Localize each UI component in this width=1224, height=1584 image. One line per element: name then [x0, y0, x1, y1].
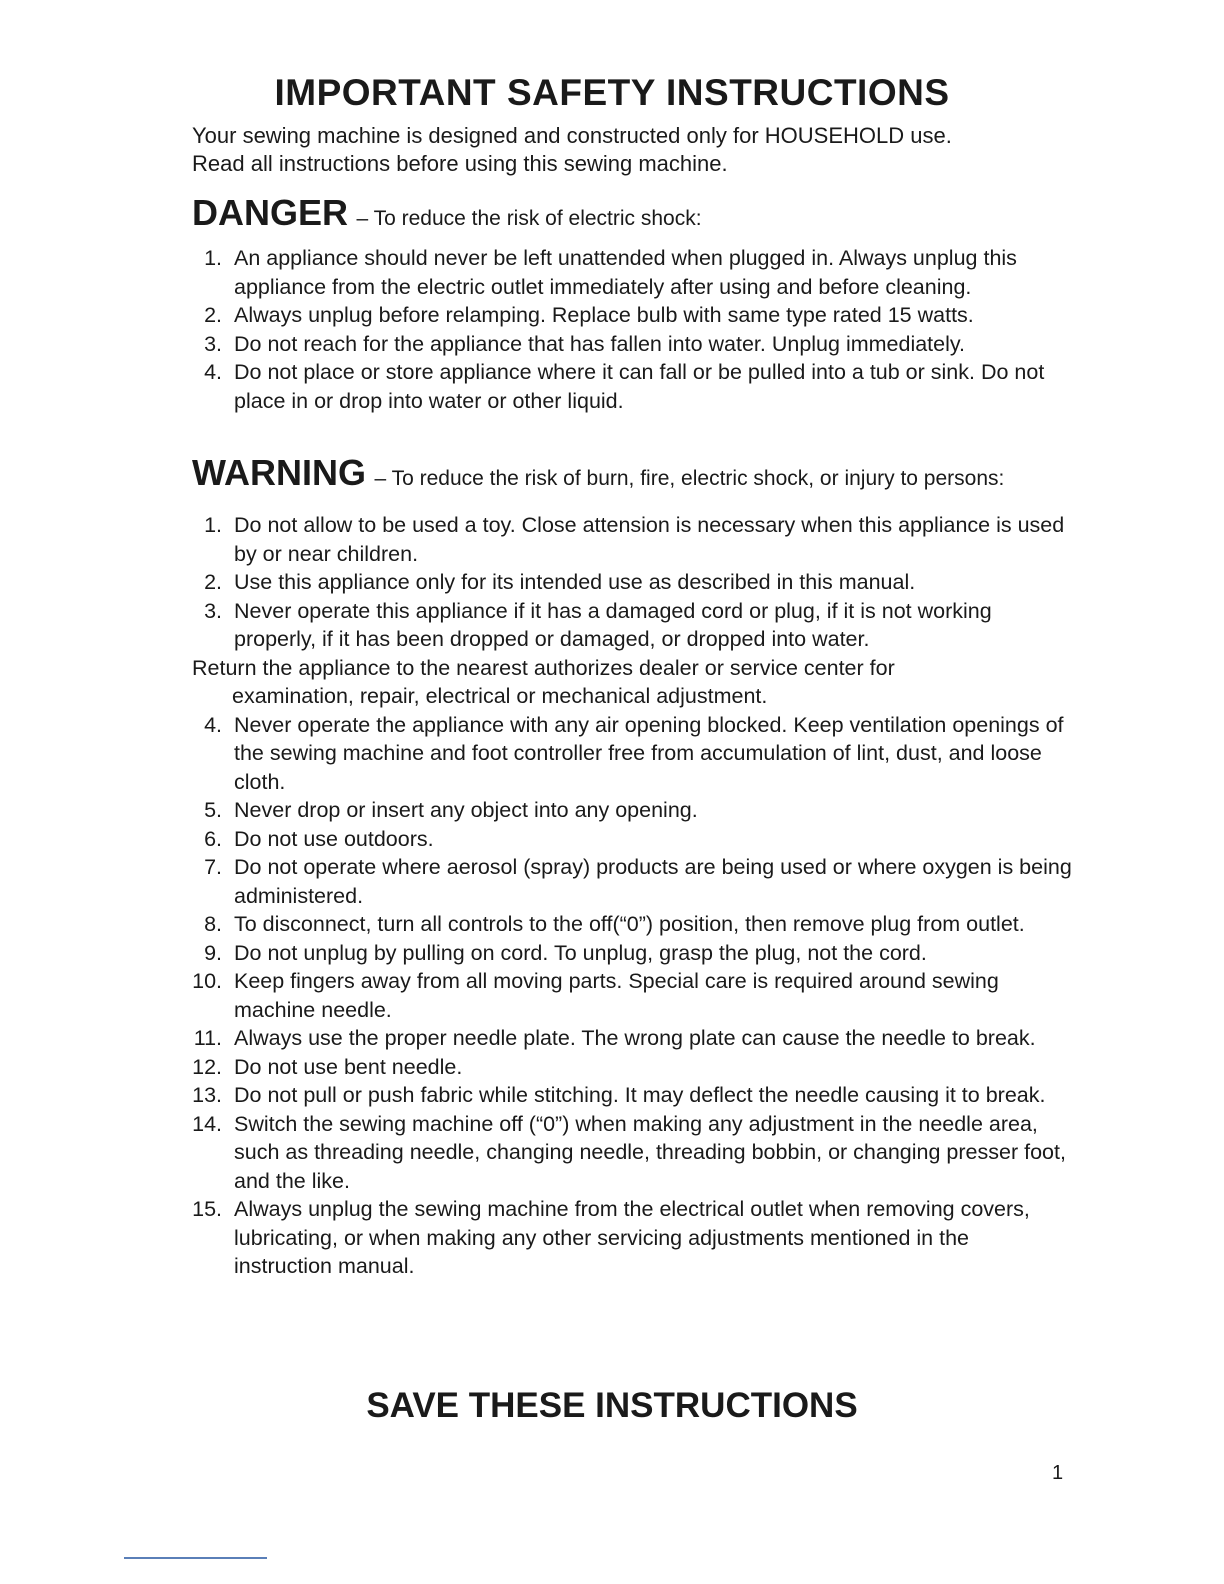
item-text: Never operate the appliance with any air opening blocked. Keep ventilation openings of the sewing machine and foot controller free from accumulation of lint, dust, and loose cloth.: [234, 712, 1064, 794]
danger-word: DANGER: [192, 192, 349, 233]
list-item: [192, 825, 1072, 854]
item-number: 2.: [204, 570, 222, 594]
danger-desc: – To reduce the risk of electric shock:: [356, 207, 702, 230]
list-item: [192, 796, 1072, 825]
warning-heading: [192, 452, 1004, 494]
item-text: Never operate this appliance if it has a damaged cord or plug, if it is not working properly, if it has been dropped or damaged, or dropped into water.: [234, 598, 992, 651]
item-number: 8.: [204, 912, 222, 936]
page-title: IMPORTANT SAFETY INSTRUCTIONS: [274, 72, 950, 113]
list-item: [192, 711, 1072, 797]
danger-heading: [192, 192, 702, 234]
item-text: An appliance should never be left unattended when plugged in. Always unplug this appliance from the electric outlet immediately after using and before cleaning.: [234, 246, 1017, 299]
list-item: [192, 967, 1072, 1024]
item-number: 6.: [204, 826, 222, 851]
item-text: Switch the sewing machine off (“0”) when making any adjustment in the needle area, such as threading needle, changing needle, threading bobbin, or changing presser foot, and the like.: [234, 1111, 1066, 1193]
list-item: [192, 511, 1072, 568]
item-text-continued: examination, repair, electrical or mechanical adjustment.: [232, 684, 768, 708]
item-text: Always use the proper needle plate. The wrong plate can cause the needle to break.: [234, 1026, 1036, 1050]
list-item: [192, 244, 1072, 301]
item-number: 13.: [192, 1083, 222, 1107]
item-number: 4.: [204, 712, 222, 737]
item-number: 14.: [192, 1111, 222, 1136]
list-item: [192, 654, 1072, 711]
save-instructions-heading: SAVE THESE INSTRUCTIONS: [366, 1386, 858, 1425]
item-number: 1.: [204, 246, 222, 270]
list-item: [192, 910, 1072, 939]
item-number: 2.: [204, 303, 222, 327]
item-text: Always unplug before relamping. Replace bulb with same type rated 15 watts.: [234, 303, 974, 327]
list-item: [192, 330, 1072, 359]
item-text: Do not operate where aerosol (spray) products are being used or where oxygen is being administered.: [234, 855, 1072, 908]
list-item: [192, 939, 1072, 968]
warning-desc: – To reduce the risk of burn, fire, electric shock, or injury to persons:: [374, 467, 1005, 490]
intro-line: Your sewing machine is designed and constructed only for HOUSEHOLD use.: [192, 123, 952, 148]
item-text: Do not reach for the appliance that has fallen into water. Unplug immediately.: [234, 331, 966, 356]
page-number: 1: [1052, 1462, 1064, 1484]
warning-word: WARNING: [192, 452, 366, 493]
danger-list: [192, 244, 1072, 415]
footer-rule: [124, 1557, 267, 1559]
item-text: Never drop or insert any object into any opening.: [234, 798, 698, 822]
list-item: [192, 1195, 1072, 1281]
intro: [192, 122, 952, 178]
item-text: Return the appliance to the nearest authorizes dealer or service center for: [192, 655, 895, 680]
item-text: Do not place or store appliance where it can fall or be pulled into a tub or sink. Do not place in or drop into water or other liquid.: [234, 360, 1045, 413]
item-number: 3.: [204, 331, 222, 356]
item-number: 15.: [192, 1197, 222, 1221]
list-item: [192, 358, 1072, 415]
list-item: [192, 853, 1072, 910]
item-text: Always unplug the sewing machine from the electrical outlet when removing covers, lubricating, or when making any other servicing adjustments mentioned in the instruction manual.: [234, 1197, 1030, 1278]
item-text: Do not use outdoors.: [234, 826, 434, 851]
item-number: 4.: [204, 360, 222, 384]
item-number: 5.: [204, 798, 222, 822]
list-item: [192, 301, 1072, 330]
item-text: Do not allow to be used a toy. Close attension is necessary when this appliance is used by or near children.: [234, 513, 1065, 566]
item-number: 12.: [192, 1054, 222, 1079]
list-item: [192, 1053, 1072, 1082]
item-number: 1.: [204, 513, 222, 537]
item-text: Do not use bent needle.: [234, 1054, 463, 1079]
item-number: 7.: [204, 855, 222, 879]
list-item: [192, 1081, 1072, 1110]
item-text: Do not pull or push fabric while stitching. It may deflect the needle causing it to break.: [234, 1083, 1046, 1107]
item-text: Use this appliance only for its intended use as described in this manual.: [234, 570, 916, 594]
warning-list: [192, 511, 1072, 1281]
intro-line: Read all instructions before using this sewing machine.: [192, 151, 728, 176]
item-number: 11.: [193, 1026, 222, 1050]
item-number: 10.: [192, 969, 222, 993]
item-text: Do not unplug by pulling on cord. To unplug, grasp the plug, not the cord.: [234, 940, 927, 965]
item-text: To disconnect, turn all controls to the off(“0”) position, then remove plug from outlet.: [234, 912, 1025, 936]
list-item: [192, 1110, 1072, 1196]
item-text: Keep fingers away from all moving parts. Special care is required around sewing machine needle.: [234, 969, 999, 1022]
list-item: [192, 568, 1072, 597]
item-number: 9.: [204, 940, 222, 965]
list-item: [192, 597, 1072, 654]
item-number: 3.: [204, 598, 222, 623]
list-item: [192, 1024, 1072, 1053]
